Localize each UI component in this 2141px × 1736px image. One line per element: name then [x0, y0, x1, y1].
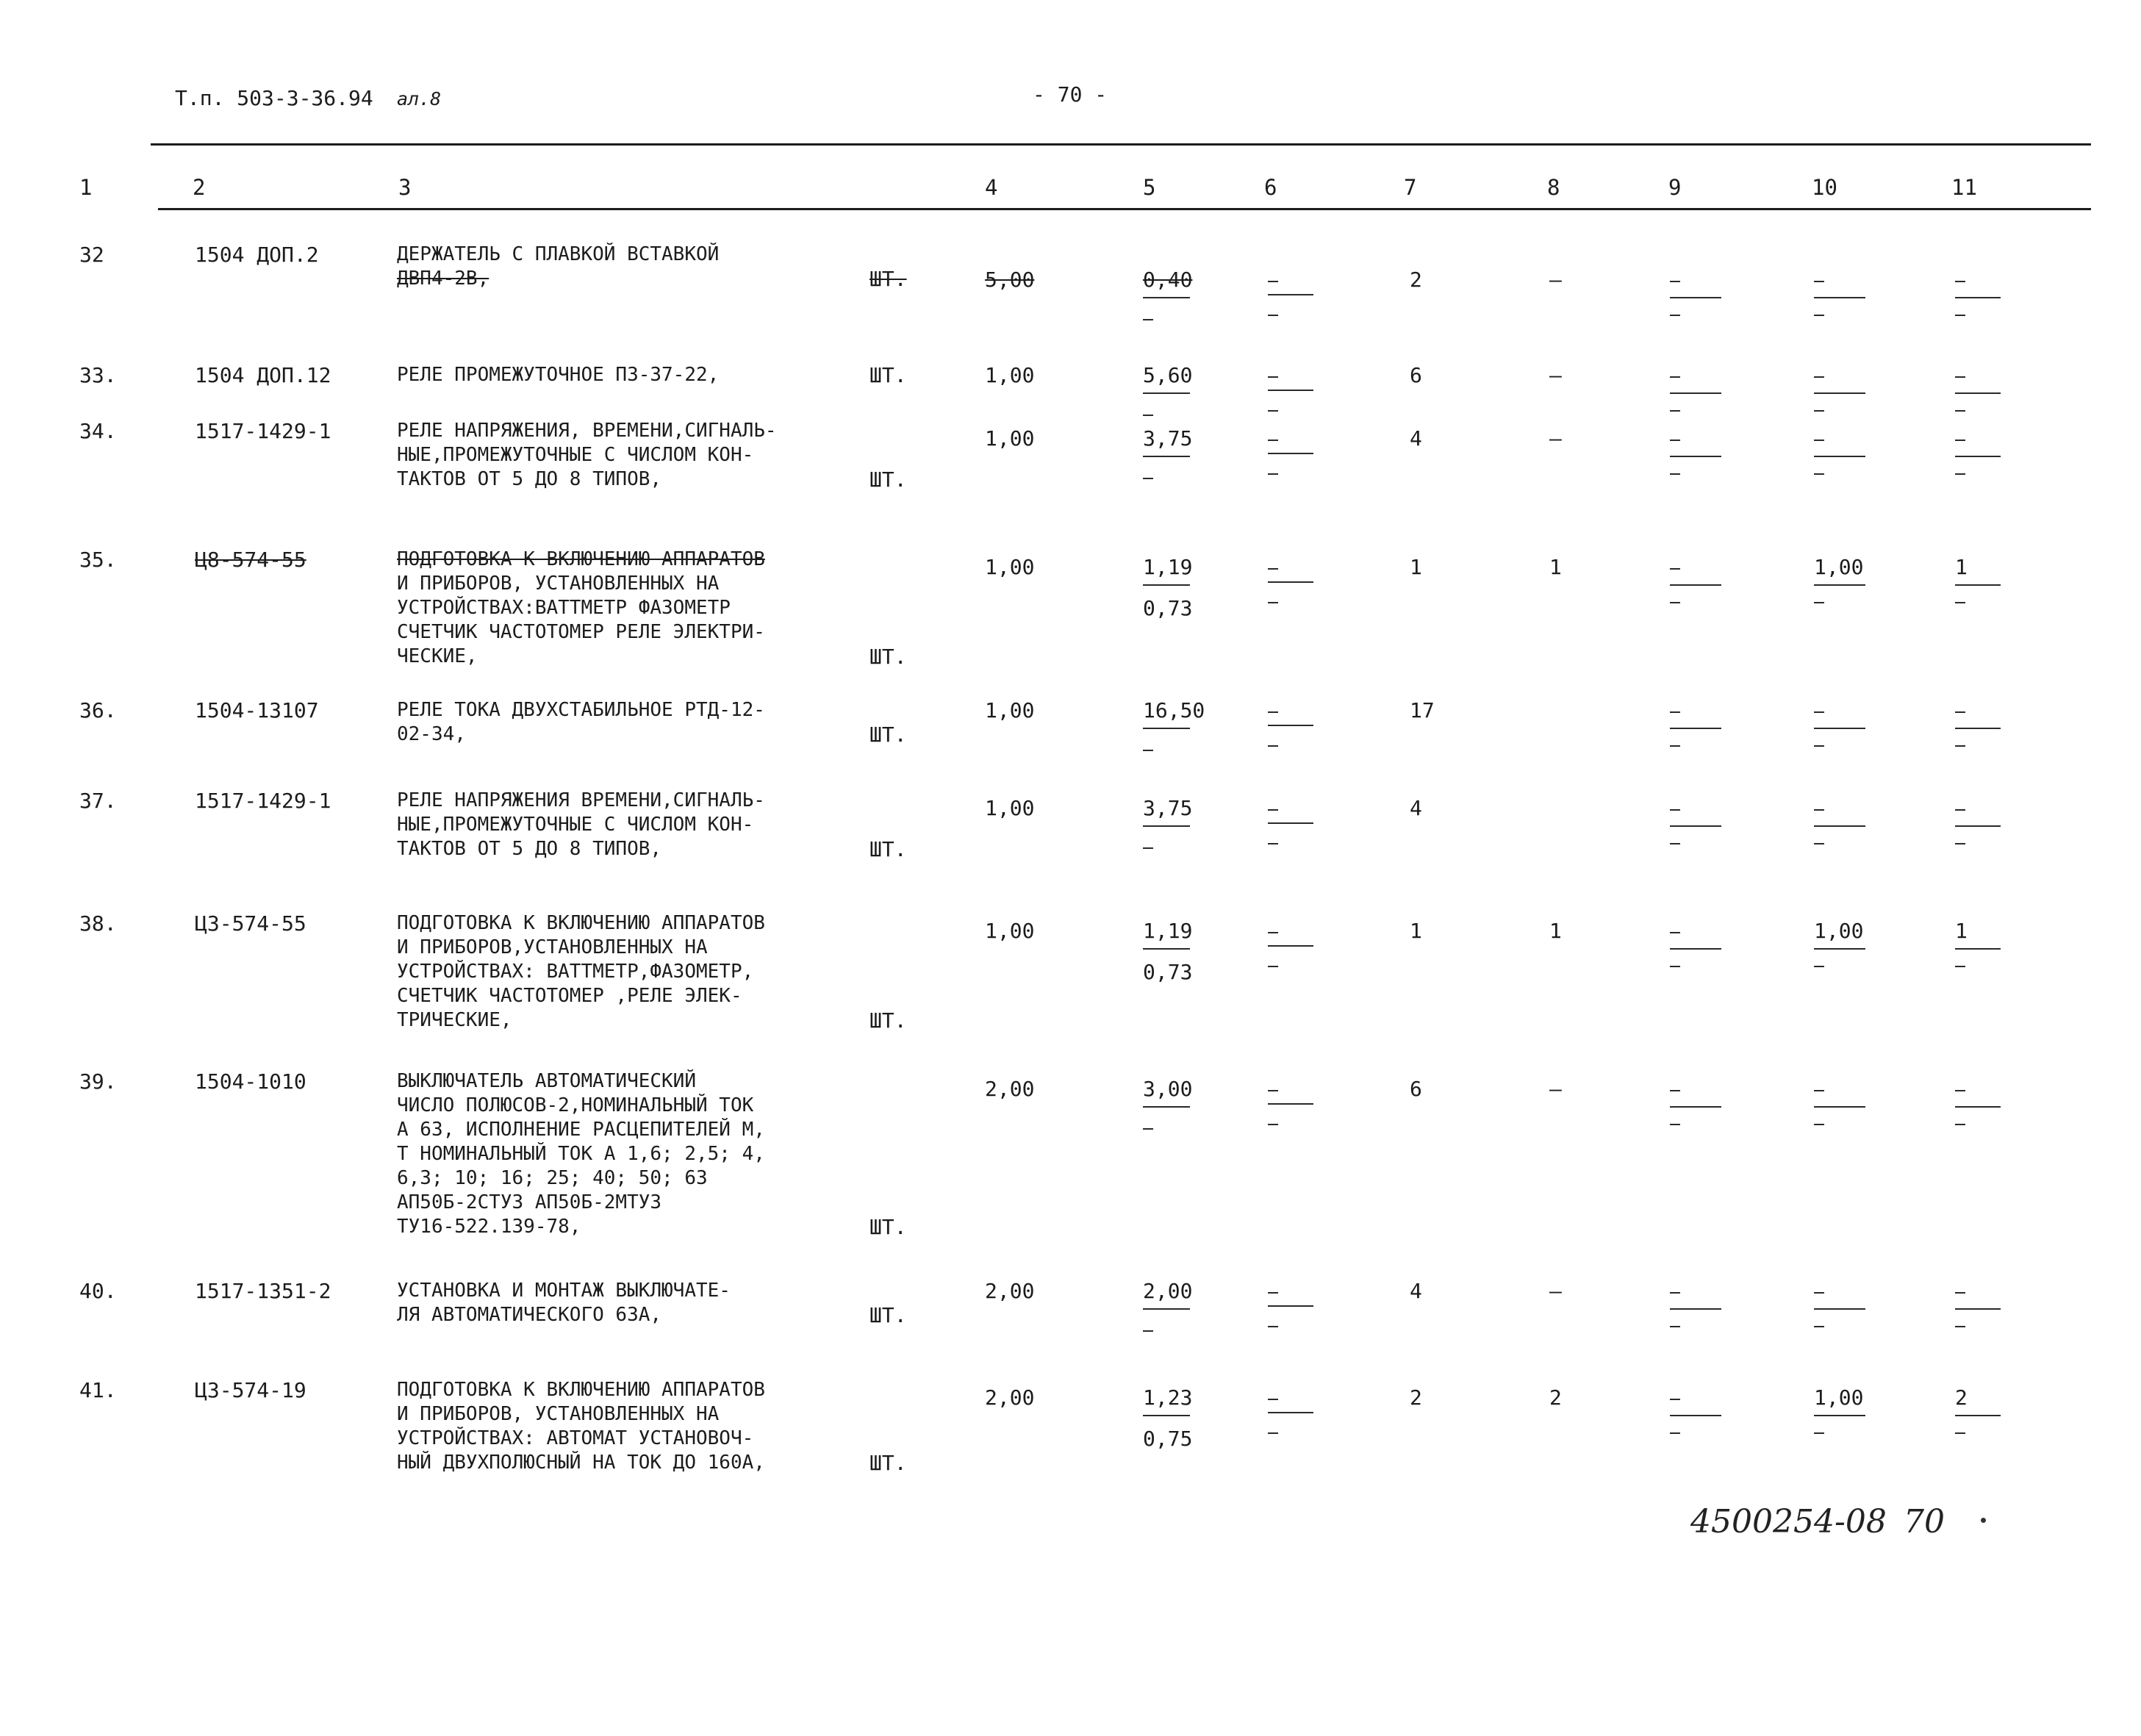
row-description-line: ЧЕСКИЕ,: [397, 645, 478, 667]
col9-bar: [1670, 297, 1721, 298]
col6-dash: [1268, 1292, 1278, 1294]
row-description-line: РЕЛЕ ПРОМЕЖУТОЧНОЕ ПЗ-37-22,: [397, 364, 720, 386]
row-code: 1517-1429-1: [195, 419, 331, 443]
col9-dash: [1670, 711, 1680, 713]
row-quantity: 1,00: [985, 363, 1035, 387]
row-code: 1504-1010: [195, 1069, 306, 1094]
col10-dash: [1814, 1090, 1824, 1091]
row-number: 35.: [79, 548, 117, 572]
col6-sub-dash: [1268, 473, 1278, 475]
row-description-line: Т НОМИНАЛЬНЫЙ ТОК А 1,6; 2,5; 4,: [397, 1143, 765, 1165]
col9-bar: [1670, 728, 1721, 729]
row-col11-value: 2: [1955, 1385, 1968, 1410]
column-header-2: 2: [193, 175, 206, 200]
col11-bar: [1955, 297, 2001, 298]
col10-dash: [1814, 281, 1824, 282]
col9-bar: [1670, 1308, 1721, 1310]
row-col7-value: 2: [1410, 1385, 1422, 1410]
col11-bar: [1955, 1415, 2001, 1416]
col11-dash: [1955, 376, 1965, 378]
col5-sub-dash: [1143, 847, 1153, 849]
col11-dash: [1955, 809, 1965, 811]
col6-bar: [1268, 1412, 1313, 1413]
column-header-4: 4: [985, 175, 998, 200]
col6-dash: [1268, 1399, 1278, 1400]
col5-fraction-bar: [1143, 825, 1190, 827]
row-col5-sub-value: 0,73: [1143, 960, 1193, 984]
row-col7-value: 1: [1410, 555, 1422, 579]
row-quantity: 2,00: [985, 1385, 1035, 1410]
row-description-line: ТУ16-522.139-78,: [397, 1216, 581, 1238]
sheet-label: ал.8: [397, 88, 442, 110]
col10-dash: [1814, 440, 1824, 441]
col10-sub-dash: [1814, 473, 1824, 475]
row-description-line: РЕЛЕ НАПРЯЖЕНИЯ ВРЕМЕНИ,СИГНАЛЬ-: [397, 789, 765, 811]
row-description-line: ВЫКЛЮЧАТЕЛЬ АВТОМАТИЧЕСКИЙ: [397, 1070, 696, 1092]
col6-dash: [1268, 1090, 1278, 1091]
row-col11-value: 1: [1955, 555, 1968, 579]
col10-bar: [1814, 1308, 1865, 1310]
row-col7-value: 6: [1410, 363, 1422, 387]
col10-bar: [1814, 728, 1865, 729]
col10-bar: [1814, 297, 1865, 298]
row-col8-value: 1: [1549, 919, 1562, 943]
row-code: Ц8-574-55: [195, 548, 306, 572]
col11-dash: [1955, 281, 1965, 282]
row-quantity: 1,00: [985, 919, 1035, 943]
col11-sub-dash: [1955, 843, 1965, 844]
row-description-line: А 63, ИСПОЛНЕНИЕ РАСЦЕПИТЕЛЕЙ М,: [397, 1119, 765, 1141]
col9-sub-dash: [1670, 1124, 1680, 1125]
row-col5-value: 1,19: [1143, 555, 1193, 579]
col6-sub-dash: [1268, 1124, 1278, 1125]
col11-sub-dash: [1955, 602, 1965, 603]
col9-sub-dash: [1670, 1432, 1680, 1434]
col6-bar: [1268, 390, 1313, 391]
row-col5-sub-value: 0,75: [1143, 1427, 1193, 1451]
col10-dash: [1814, 376, 1824, 378]
col6-dash: [1268, 376, 1278, 378]
row-col5-value: 16,50: [1143, 698, 1205, 722]
row-code: 1517-1351-2: [195, 1279, 331, 1303]
col9-sub-dash: [1670, 1326, 1680, 1327]
col11-dash: [1955, 440, 1965, 441]
col6-dash: [1268, 809, 1278, 811]
row-number: 33.: [79, 363, 117, 387]
col5-fraction-bar: [1143, 728, 1190, 729]
col5-fraction-bar: [1143, 392, 1190, 394]
row-description-line: УСТРОЙСТВАХ:ВАТТМЕТР ФАЗОМЕТР: [397, 597, 731, 619]
row-description-line: УСТАНОВКА И МОНТАЖ ВЫКЛЮЧАТЕ-: [397, 1280, 731, 1302]
row-col7-value: 2: [1410, 268, 1422, 292]
row-description-line: 6,3; 10; 16; 25; 40; 50; 63: [397, 1167, 708, 1189]
row-description-line: ЛЯ АВТОМАТИЧЕСКОГО 63А,: [397, 1304, 662, 1326]
col9-bar: [1670, 948, 1721, 950]
col6-dash: [1268, 440, 1278, 441]
row-description-line: РЕЛЕ ТОКА ДВУХСТАБИЛЬНОЕ РТД-12-: [397, 699, 765, 721]
col6-dash: [1268, 932, 1278, 933]
row-unit: ШТ.: [869, 1008, 907, 1033]
col11-sub-dash: [1955, 1432, 1965, 1434]
col11-dash: [1955, 711, 1965, 713]
col11-sub-dash: [1955, 410, 1965, 412]
col9-dash: [1670, 932, 1680, 933]
column-header-6: 6: [1264, 175, 1277, 200]
col10-dash: [1814, 711, 1824, 713]
row-description-line: ПОДГОТОВКА К ВКЛЮЧЕНИЮ АППАРАТОВ: [397, 912, 765, 934]
column-header-1: 1: [79, 175, 93, 200]
row-col5-value: 1,19: [1143, 919, 1193, 943]
row-description-line: И ПРИБОРОВ,УСТАНОВЛЕННЫХ НА: [397, 936, 708, 958]
row-unit: ШТ.: [869, 722, 907, 747]
row-unit: ШТ.: [869, 1215, 907, 1239]
row-unit: ШТ.: [869, 1303, 907, 1327]
footer-dot: [1981, 1518, 1986, 1523]
col6-bar: [1268, 294, 1313, 295]
row-col8-value: 2: [1549, 1385, 1562, 1410]
column-header-9: 9: [1668, 175, 1682, 200]
row-quantity: 1,00: [985, 698, 1035, 722]
col5-sub-dash: [1143, 319, 1153, 320]
col5-fraction-bar: [1143, 1106, 1190, 1108]
col9-bar: [1670, 392, 1721, 394]
row-unit: ШТ.: [869, 267, 907, 291]
col6-bar: [1268, 945, 1313, 947]
row-quantity: 1,00: [985, 555, 1035, 579]
row-description-line: ЧИСЛО ПОЛЮСОВ-2,НОМИНАЛЬНЫЙ ТОК: [397, 1094, 754, 1116]
row-col8-value: –: [1549, 268, 1562, 292]
row-col8-value: –: [1549, 1279, 1562, 1303]
col9-bar: [1670, 825, 1721, 827]
row-col5-value: 3,00: [1143, 1077, 1193, 1101]
col9-bar: [1670, 1415, 1721, 1416]
col9-sub-dash: [1670, 410, 1680, 412]
col5-sub-dash: [1143, 415, 1153, 416]
row-col5-value: 2,00: [1143, 1279, 1193, 1303]
col11-bar: [1955, 584, 2001, 586]
row-col10-value: 1,00: [1814, 919, 1864, 943]
col10-bar: [1814, 1106, 1865, 1108]
row-description-line: ТАКТОВ ОТ 5 ДО 8 ТИПОВ,: [397, 468, 662, 490]
row-description-line: НЫЙ ДВУХПОЛЮСНЫЙ НА ТОК ДО 160А,: [397, 1452, 765, 1474]
col6-sub-dash: [1268, 315, 1278, 316]
row-col8-value: –: [1549, 1077, 1562, 1101]
col9-dash: [1670, 440, 1680, 441]
row-quantity: 2,00: [985, 1077, 1035, 1101]
col11-bar: [1955, 1106, 2001, 1108]
col6-sub-dash: [1268, 966, 1278, 967]
col10-sub-dash: [1814, 602, 1824, 603]
col6-bar: [1268, 453, 1313, 454]
col6-bar: [1268, 822, 1313, 824]
row-description-line: АП50Б-2СТУ3 АП50Б-2МТУ3: [397, 1191, 662, 1213]
col9-sub-dash: [1670, 745, 1680, 747]
table-header-rule: [158, 208, 2091, 210]
row-description-line: УСТРОЙСТВАХ: ВАТТМЕТР,ФАЗОМЕТР,: [397, 961, 754, 983]
row-description-line: ДЕРЖАТЕЛЬ С ПЛАВКОЙ ВСТАВКОЙ: [397, 243, 720, 265]
col10-sub-dash: [1814, 1326, 1824, 1327]
row-unit: ШТ.: [869, 837, 907, 861]
col6-sub-dash: [1268, 843, 1278, 844]
col6-dash: [1268, 281, 1278, 282]
col10-bar: [1814, 825, 1865, 827]
column-header-5: 5: [1143, 175, 1156, 200]
col9-bar: [1670, 456, 1721, 457]
column-header-10: 10: [1812, 175, 1837, 200]
row-description-line: СЧЕТЧИК ЧАСТОТОМЕР РЕЛЕ ЭЛЕКТРИ-: [397, 621, 765, 643]
col6-bar: [1268, 725, 1313, 726]
row-code: 1504 ДОП.2: [195, 243, 319, 267]
col9-sub-dash: [1670, 473, 1680, 475]
row-col7-value: 4: [1410, 796, 1422, 820]
archive-stamp: 4500254-08: [1690, 1503, 1887, 1540]
col11-sub-dash: [1955, 315, 1965, 316]
col11-dash: [1955, 1090, 1965, 1091]
row-col7-value: 6: [1410, 1077, 1422, 1101]
handwritten-page-number: 70: [1904, 1503, 1945, 1540]
col6-sub-dash: [1268, 1326, 1278, 1327]
row-unit: ШТ.: [869, 1451, 907, 1475]
col6-sub-dash: [1268, 745, 1278, 747]
col5-fraction-bar: [1143, 1415, 1190, 1416]
row-quantity: 2,00: [985, 1279, 1035, 1303]
row-code: Ц3-574-19: [195, 1378, 306, 1402]
column-header-8: 8: [1547, 175, 1560, 200]
row-description-line: И ПРИБОРОВ, УСТАНОВЛЕННЫХ НА: [397, 573, 720, 595]
col11-sub-dash: [1955, 966, 1965, 967]
row-description-line: ТАКТОВ ОТ 5 ДО 8 ТИПОВ,: [397, 838, 662, 860]
col9-dash: [1670, 376, 1680, 378]
row-description-line: НЫЕ,ПРОМЕЖУТОЧНЫЕ С ЧИСЛОМ КОН-: [397, 444, 754, 466]
row-unit: ШТ.: [869, 645, 907, 669]
col6-bar: [1268, 1305, 1313, 1307]
row-code: Ц3-574-55: [195, 911, 306, 936]
row-number: 34.: [79, 419, 117, 443]
row-number: 40.: [79, 1279, 117, 1303]
row-col5-sub-value: 0,73: [1143, 596, 1193, 620]
col5-sub-dash: [1143, 1330, 1153, 1332]
col10-bar: [1814, 948, 1865, 950]
col10-sub-dash: [1814, 410, 1824, 412]
col6-bar: [1268, 1103, 1313, 1105]
row-description-line: УСТРОЙСТВАХ: АВТОМАТ УСТАНОВОЧ-: [397, 1427, 754, 1449]
col5-sub-dash: [1143, 1128, 1153, 1130]
col9-sub-dash: [1670, 315, 1680, 316]
column-header-7: 7: [1404, 175, 1417, 200]
row-description-line: ПОДГОТОВКА К ВКЛЮЧЕНИЮ АППАРАТОВ: [397, 1379, 765, 1401]
col6-sub-dash: [1268, 602, 1278, 603]
col9-dash: [1670, 1090, 1680, 1091]
row-quantity: 5,00: [985, 268, 1035, 292]
col6-dash: [1268, 711, 1278, 713]
col9-sub-dash: [1670, 602, 1680, 603]
col9-bar: [1670, 1106, 1721, 1108]
col11-dash: [1955, 1292, 1965, 1294]
row-number: 36.: [79, 698, 117, 722]
col11-sub-dash: [1955, 1124, 1965, 1125]
row-col7-value: 17: [1410, 698, 1435, 722]
table-top-rule: [151, 143, 2091, 146]
col9-dash: [1670, 568, 1680, 570]
col11-bar: [1955, 728, 2001, 729]
row-col7-value: 4: [1410, 426, 1422, 451]
col11-bar: [1955, 825, 2001, 827]
col9-sub-dash: [1670, 843, 1680, 844]
row-description-line: ПОДГОТОВКА К ВКЛЮЧЕНИЮ АППАРАТОВ: [397, 548, 765, 570]
row-col10-value: 1,00: [1814, 1385, 1864, 1410]
row-description-line: И ПРИБОРОВ, УСТАНОВЛЕННЫХ НА: [397, 1403, 720, 1425]
col5-fraction-bar: [1143, 948, 1190, 950]
row-col8-value: –: [1549, 363, 1562, 387]
col9-bar: [1670, 584, 1721, 586]
col10-dash: [1814, 809, 1824, 811]
col5-fraction-bar: [1143, 297, 1190, 298]
row-col8-value: –: [1549, 426, 1562, 451]
row-col7-value: 4: [1410, 1279, 1422, 1303]
row-col7-value: 1: [1410, 919, 1422, 943]
row-unit: ШТ.: [869, 467, 907, 492]
row-description-line: ДВП4-2В,: [397, 268, 489, 290]
row-col5-value: 5,60: [1143, 363, 1193, 387]
row-number: 37.: [79, 789, 117, 813]
row-col5-value: 3,75: [1143, 426, 1193, 451]
col10-sub-dash: [1814, 1432, 1824, 1434]
col5-sub-dash: [1143, 750, 1153, 751]
row-quantity: 1,00: [985, 796, 1035, 820]
row-number: 41.: [79, 1378, 117, 1402]
row-description-line: РЕЛЕ НАПРЯЖЕНИЯ, ВРЕМЕНИ,СИГНАЛЬ-: [397, 420, 777, 442]
row-quantity: 1,00: [985, 426, 1035, 451]
col11-sub-dash: [1955, 745, 1965, 747]
col6-sub-dash: [1268, 1432, 1278, 1434]
row-code: 1504-13107: [195, 698, 319, 722]
col10-sub-dash: [1814, 315, 1824, 316]
col10-sub-dash: [1814, 1124, 1824, 1125]
row-description-line: 02-34,: [397, 723, 466, 745]
row-description-line: НЫЕ,ПРОМЕЖУТОЧНЫЕ С ЧИСЛОМ КОН-: [397, 814, 754, 836]
row-col5-value: 0,40: [1143, 268, 1193, 292]
col11-bar: [1955, 948, 2001, 950]
col11-bar: [1955, 1308, 2001, 1310]
col11-bar: [1955, 456, 2001, 457]
page-number: - 70 -: [1033, 82, 1108, 107]
col11-sub-dash: [1955, 1326, 1965, 1327]
col5-fraction-bar: [1143, 584, 1190, 586]
col9-dash: [1670, 809, 1680, 811]
row-col10-value: 1,00: [1814, 555, 1864, 579]
row-number: 32: [79, 243, 104, 267]
row-number: 38.: [79, 911, 117, 936]
col5-sub-dash: [1143, 478, 1153, 479]
col11-sub-dash: [1955, 473, 1965, 475]
row-unit: ШТ.: [869, 363, 907, 387]
column-header-3: 3: [398, 175, 412, 200]
col5-fraction-bar: [1143, 456, 1190, 457]
col10-sub-dash: [1814, 745, 1824, 747]
row-col5-value: 1,23: [1143, 1385, 1193, 1410]
col10-dash: [1814, 1292, 1824, 1294]
col6-dash: [1268, 568, 1278, 570]
col10-sub-dash: [1814, 843, 1824, 844]
document-code: Т.п. 503-3-36.94: [175, 86, 373, 110]
row-col8-value: 1: [1549, 555, 1562, 579]
col10-sub-dash: [1814, 966, 1824, 967]
col10-bar: [1814, 584, 1865, 586]
col11-bar: [1955, 392, 2001, 394]
row-col11-value: 1: [1955, 919, 1968, 943]
col9-dash: [1670, 281, 1680, 282]
row-number: 39.: [79, 1069, 117, 1094]
row-description-line: СЧЕТЧИК ЧАСТОТОМЕР ,РЕЛЕ ЭЛЕК-: [397, 985, 742, 1007]
row-code: 1517-1429-1: [195, 789, 331, 813]
col6-sub-dash: [1268, 410, 1278, 412]
col10-bar: [1814, 392, 1865, 394]
col6-bar: [1268, 581, 1313, 583]
row-description-line: ТРИЧЕСКИЕ,: [397, 1009, 512, 1031]
row-col5-value: 3,75: [1143, 796, 1193, 820]
row-code: 1504 ДОП.12: [195, 363, 331, 387]
col10-bar: [1814, 456, 1865, 457]
col9-dash: [1670, 1292, 1680, 1294]
col9-dash: [1670, 1399, 1680, 1400]
col5-fraction-bar: [1143, 1308, 1190, 1310]
column-header-11: 11: [1951, 175, 1977, 200]
col9-sub-dash: [1670, 966, 1680, 967]
col10-bar: [1814, 1415, 1865, 1416]
